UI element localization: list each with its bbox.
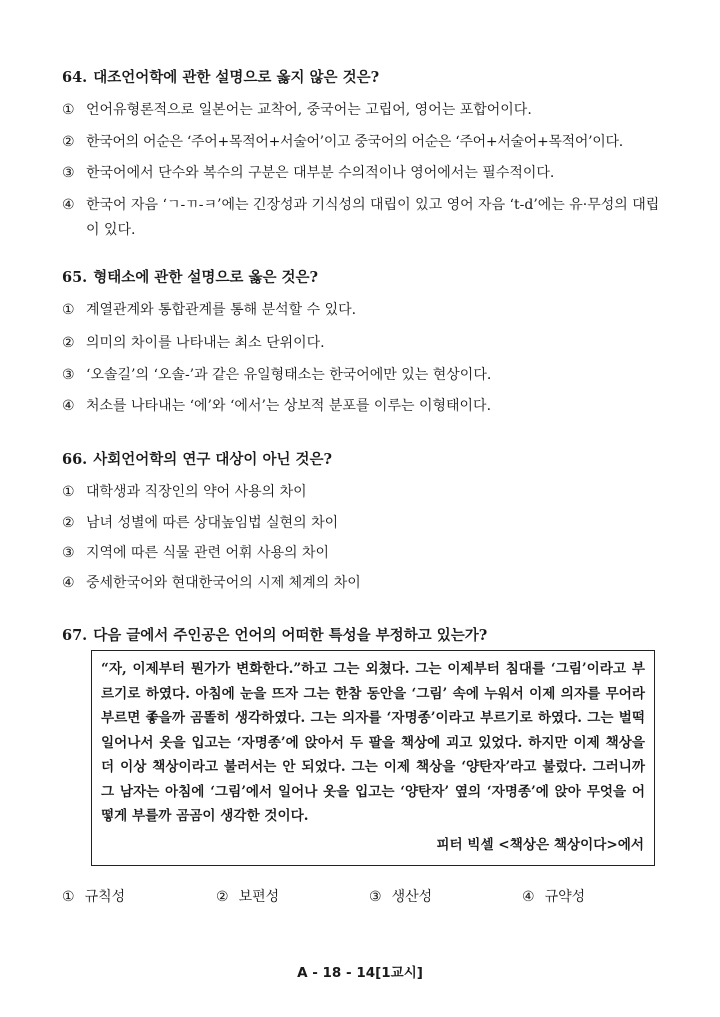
option-text: 한국어 자음 ‘ㄱ-ㄲ-ㅋ’에는 긴장성과 기식성의 대립이 있고 영어 자음 ‘t-d’에는 유·무성의 대립이 있다. [86,197,660,238]
option-mark: ④ [522,889,535,905]
question-text: 다음 글에서 주인공은 언어의 어떠한 특성을 부정하고 있는가? [93,627,488,644]
option-text: 남녀 성별에 따른 상대높임법 실현의 차이 [86,515,339,531]
q64-option-4[interactable] [62,193,668,243]
question-number: 65. [62,269,88,286]
option-text: 대학생과 직장인의 약어 사용의 차이 [86,484,307,500]
question-64-title [62,68,682,88]
option-text: 규약성 [544,889,586,905]
q66-option-4[interactable] [62,573,361,593]
q64-option-3[interactable] [62,163,554,183]
option-text: 생산성 [391,889,433,905]
option-text: 지역에 따른 식물 관련 어휘 사용의 차이 [86,545,330,561]
option-mark: ① [62,102,75,118]
option-mark: ② [62,134,75,150]
option-text: 한국어의 어순은 ‘주어+목적어+서술어’이고 중국어의 어순은 ‘주어+서술어+목적어’이다. [86,134,623,150]
q64-option-1[interactable] [62,100,532,120]
option-mark: ④ [62,398,75,414]
option-text: ‘오솔길’의 ‘오솔-’과 같은 유일형태소는 한국어에만 있는 현상이다. [86,367,492,383]
question-text: 사회언어학의 연구 대상이 아닌 것은? [93,451,333,468]
q67-option-4[interactable] [522,887,585,907]
option-mark: ② [216,889,229,905]
option-mark: ① [62,302,75,318]
question-text: 대조언어학에 관한 설명으로 옳지 않은 것은? [93,69,380,86]
option-mark: ③ [62,165,75,181]
option-mark: ② [62,335,75,351]
q65-option-2[interactable] [62,333,325,353]
q66-option-1[interactable] [62,482,307,502]
passage-source: 피터 빅셀 <책상은 책상이다>에서 [436,836,644,853]
question-64 [62,68,682,88]
option-mark: ① [62,484,75,500]
question-65-title [62,268,682,288]
question-number: 67. [62,627,88,644]
option-mark: ③ [62,367,75,383]
q67-option-3[interactable] [369,887,432,907]
question-text: 형태소에 관한 설명으로 옳은 것은? [93,269,319,286]
q66-option-3[interactable] [62,543,329,563]
question-number: 66. [62,451,88,468]
reading-passage-box [91,650,655,866]
question-66 [62,450,682,470]
option-mark: ④ [62,197,75,213]
option-text: 의미의 차이를 나타내는 최소 단위이다. [86,335,325,351]
q67-option-2[interactable] [216,887,279,907]
question-67 [62,626,682,646]
q66-option-2[interactable] [62,513,338,533]
page-footer: A - 18 - 14[1교시] [297,965,423,981]
q65-option-4[interactable] [62,396,491,416]
option-mark: ② [62,515,75,531]
question-65 [62,268,682,288]
option-text: 처소를 나타내는 ‘에’와 ‘에서’는 상보적 분포를 이루는 이형태이다. [86,398,492,414]
question-66-title [62,450,682,470]
question-number: 64. [62,69,88,86]
option-text: 언어유형론적으로 일본어는 교착어, 중국어는 고립어, 영어는 포합어이다. [86,102,532,118]
option-mark: ① [62,889,75,905]
q67-option-1[interactable] [62,887,125,907]
option-mark: ④ [62,575,75,591]
option-mark: ③ [369,889,382,905]
q65-option-3[interactable] [62,365,491,385]
option-text: 한국어에서 단수와 복수의 구분은 대부분 수의적이나 영어에서는 필수적이다. [86,165,555,181]
q64-option-2[interactable] [62,132,623,152]
q65-option-1[interactable] [62,300,356,320]
option-text: 중세한국어와 현대한국어의 시제 체계의 차이 [86,575,361,591]
option-text: 규칙성 [84,889,126,905]
option-mark: ③ [62,545,75,561]
passage-text: “자, 이제부터 뭔가가 변화한다.”하고 그는 외쳤다. 그는 이제부터 침대를 ‘그림’이라고 부르기로 하였다. 아침에 눈을 뜨자 그는 한참 동안을 ‘그림’ 속에 누워서 이제 의자를 무어라 부르면 좋을까 곰똘히 생각하였다. 그는 의자를 ‘자명종’이라고 부르기로 하였다. 그는 벌떡 일어나서 옷을 입고는 ‘자명종’에 앉아서 두 팔을 책상에 괴고 있었다. 하지만 이제 책상을 더 이상 책상이라고 불러서는 안 되었다. 그는 이제 책상을 ‘양탄자’라고 불렀다. 그러니까 그 남자는 아침에 ‘그림’에서 일어나 옷을 입고는 ‘양탄자’ 옆의 ‘자명종’에 앉아 무엇을 어떻게 부를까 곰곰이 생각한 것이다. [101,661,645,824]
option-text: 보편성 [238,889,280,905]
option-text: 계열관계와 통합관계를 통해 분석할 수 있다. [86,302,357,318]
question-67-title [62,626,682,646]
